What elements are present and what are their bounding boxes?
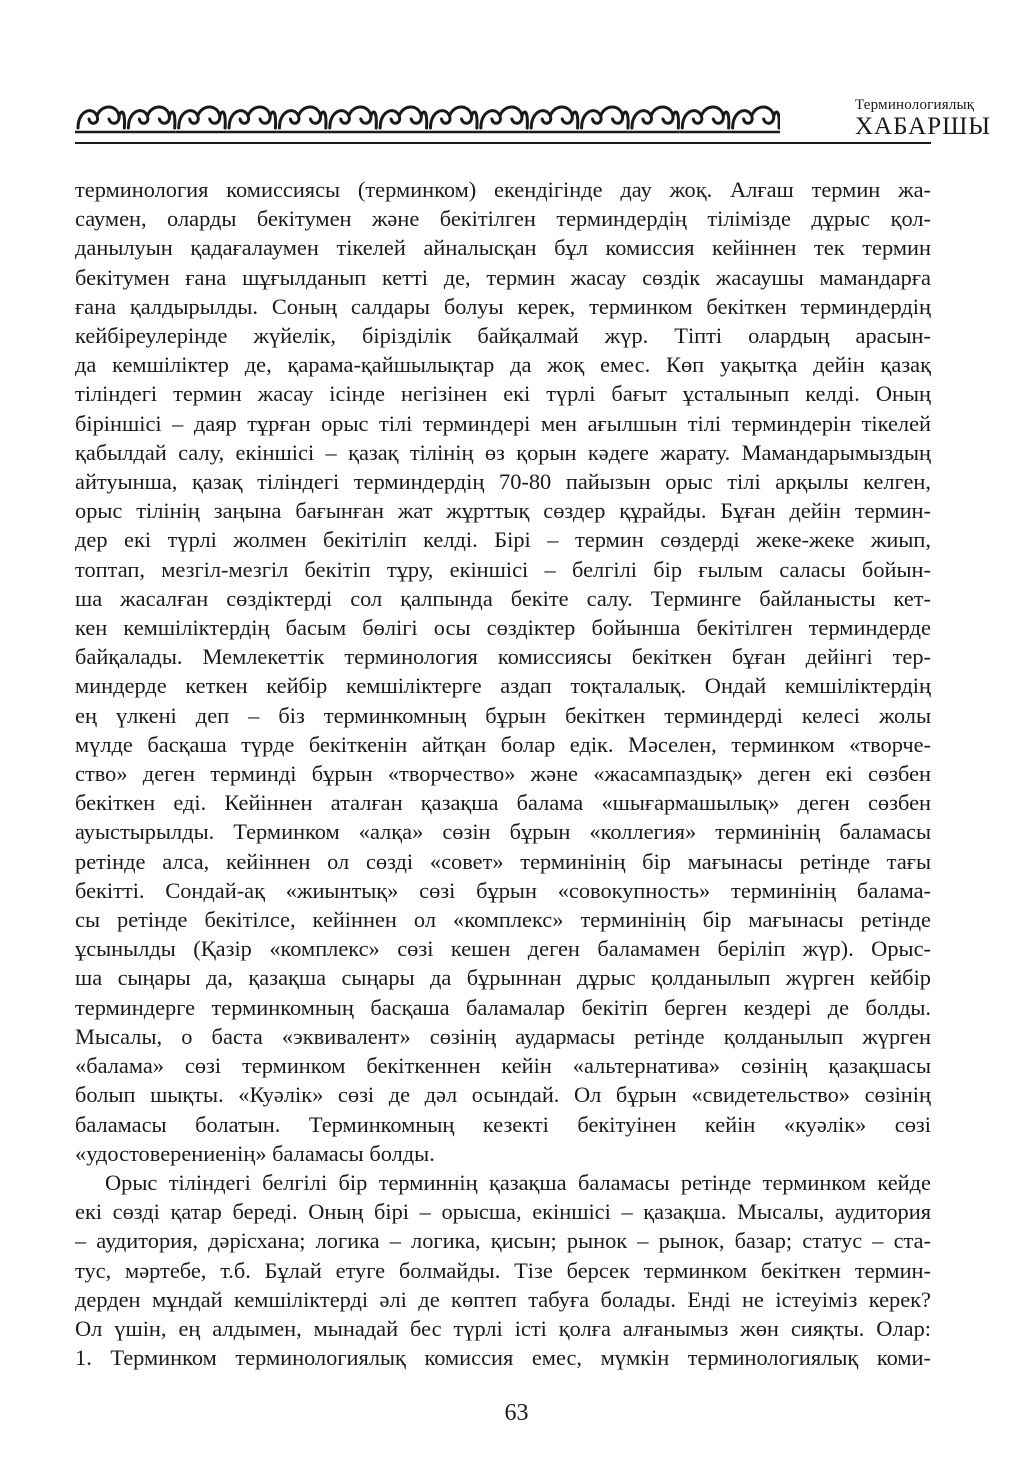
ornament-motif: [478, 107, 528, 132]
text-line: ретінде алса, кейіннен ол сөзді «совет» терминінің бір мағынасы ретінде тағы: [75, 848, 931, 874]
text-line: да кемшіліктер де, қарама-қайшылықтар да жоқ емес. Көп уақытқа дейін қазақ: [75, 352, 931, 378]
text-line: «удостоверениенің» баламасы болды.: [75, 1140, 435, 1166]
text-line: мүлде басқаша түрде бекіткенін айтқан болар едік. Мәселен, терминком «творче-: [75, 731, 931, 757]
kazakh-ornament-border-icon: [75, 98, 780, 136]
text-line: дерден мұндай кемшіліктерді әлі де көптеп табуға болады. Енді не істеуіміз керек?: [75, 1286, 931, 1312]
text-line: ұсынылды (Қазір «комплекс» сөзі кешен деген баламамен беріліп жүр). Орыс-: [75, 936, 931, 962]
text-line: ша жасалған сөздіктерді сол қалпында бекіте салу. Терминге байланысты кет-: [75, 585, 931, 611]
ornament-motif: [428, 107, 478, 132]
text-line: кейбіреулерінде жүйелік, біріздiлік байқалмай жүр. Тіпті олардың арасын-: [75, 323, 931, 349]
header-rule: [75, 142, 931, 144]
text-line: ең үлкені деп – біз терминкомның бұрын бекіткен терминдерді келесі жолы: [75, 702, 931, 728]
text-line: кен кемшіліктердің басым бөлігі осы сөздіктер бойынша бекітілген терминдерде: [75, 615, 931, 641]
ornament-motif: [226, 107, 276, 132]
text-line: терминдерге терминкомның басқаша баламалар бекітіп берген кездері де болды.: [75, 994, 931, 1020]
text-line: 1. Терминком терминологиялық комиссия емес, мүмкін терминологиялық коми-: [75, 1345, 931, 1371]
text-line: Орыс тіліндегі белгілі бір терминнің қазақша баламасы ретінде терминком кейде: [105, 1169, 931, 1195]
text-line: ауыстырылды. Терминком «алқа» сөзін бұрын «коллегия» терминінің баламасы: [75, 819, 931, 845]
page-number: 63: [504, 1400, 529, 1426]
ornament-motif: [579, 107, 629, 132]
text-line: ство» деген терминді бұрын «творчество» және «жасампаздық» деген екі сөзбен: [75, 761, 931, 787]
text-line: Ол үшін, ең алдымен, мынадай бес түрлі істі қолға алғанымыз жөн сияқты. Олар:: [75, 1315, 931, 1341]
ornament-motif: [679, 107, 729, 132]
journal-brand-small: Терминологиялық: [855, 97, 975, 113]
text-line: сы ретінде бекітілсе, кейіннен ол «комплекс» терминінің бір мағынасы ретінде: [75, 907, 931, 933]
text-line: терминология комиссиясы (терминком) екендігінде дау жоқ. Алғаш термин жа-: [75, 177, 931, 202]
text-line: ша сыңары да, қазақша сыңары да бұрыннан дұрыс қолданылып жүрген кейбір: [75, 965, 931, 991]
ornament-motif: [730, 107, 780, 132]
running-header: [75, 96, 992, 144]
journal-brand: [855, 96, 1005, 140]
ornament-motif: [176, 107, 226, 132]
text-line: дер екі түрлі жолмен бекітіліп келді. Бірі – термин сөздерді жеке-жеке жиып,: [75, 527, 931, 553]
text-line: байқалады. Мемлекеттік терминология комиссиясы бекіткен бұған дейінгі тер-: [75, 644, 931, 670]
text-line: миндерде кеткен кейбір кемшіліктерге аздап тоқталалық. Ондай кемшіліктердің: [75, 673, 931, 699]
text-line: топтап, мезгіл-мезгіл бекітіп тұру, екіншісі – белгілі бір ғылым саласы бойын-: [75, 556, 931, 582]
text-line: біріншісі – даяр тұрған орыс тілі терминдері мен ағылшын тілі терминдерін тікелей: [75, 410, 931, 436]
text-line: тіліндегі термин жасау ісінде негізінен екі түрлі бағыт ұсталынып келді. Оның: [75, 381, 931, 407]
text-line: орыс тілінің заңына бағынған жат жұрттық сөздер құрайды. Бұған дейін термин-: [75, 498, 931, 524]
ornament-motif: [528, 107, 578, 132]
text-line: «балама» сөзі терминком бекіткеннен кейін «альтернатива» сөзінің қазақшасы: [75, 1053, 931, 1079]
text-line: айтуынша, қазақ тіліндегі терминдердің 70-80 пайызын орыс тілі арқылы келген,: [75, 469, 931, 495]
ornament-motif: [276, 107, 326, 132]
text-line: баламасы болатын. Терминкомның кезекті бекітуінен кейін «куәлік» сөзі: [75, 1111, 931, 1137]
text-line: бекіткен еді. Кейіннен аталған қазақша балама «шығармашылық» деген сөзбен: [75, 790, 931, 816]
text-line: тус, мәртебе, т.б. Бұлай етуге болмайды. Тізе берсек терминком бекіткен термин-: [75, 1257, 931, 1283]
text-line: саумен, оларды бекітумен және бекітілген терминдердің тілімізде дұрыс қол-: [75, 206, 931, 232]
text-line: бекітті. Сондай-ақ «жиынтық» сөзі бұрын «совокупность» терминінің балама-: [75, 877, 931, 903]
text-line: данылуын қадағалаумен тікелей айналысқан бұл комиссия кейіннен тек термин: [75, 235, 931, 261]
text-line: Мысалы, о баста «эквивалент» сөзінің аудармасы ретінде қолданылып жүрген: [75, 1023, 931, 1049]
text-line: – аудитория, дәрісхана; логика – логика, қисын; рынок – рынок, базар; статус – ста-: [75, 1228, 931, 1254]
ornament-motif: [75, 107, 125, 132]
journal-brand-large: ХАБАРШЫ: [855, 113, 992, 140]
ornament-motif: [327, 107, 377, 132]
ornament-motif: [125, 107, 175, 132]
text-line: бекітумен ғана шұғылданып кетті де, термин жасау сөздік жасаушы мамандарға: [75, 264, 931, 290]
text-line: болып шықты. «Куәлік» сөзі де дәл осындай. Ол бұрын «свидетельство» сөзінің: [75, 1082, 931, 1108]
text-line: ғана қалдырылды. Соның салдары болуы керек, терминком бекіткен терминдердің: [75, 293, 931, 319]
ornament-motif: [629, 107, 679, 132]
ornament-motif: [377, 107, 427, 132]
text-line: қабылдай салу, екіншісі – қазақ тілінің өз қорын кәдеге жарату. Мамандарымыздың: [75, 439, 931, 465]
text-line: екі сөзді қатар береді. Оның бірі – орысша, екіншісі – қазақша. Мысалы, аудитория: [75, 1199, 931, 1225]
article-body: [75, 175, 931, 1372]
